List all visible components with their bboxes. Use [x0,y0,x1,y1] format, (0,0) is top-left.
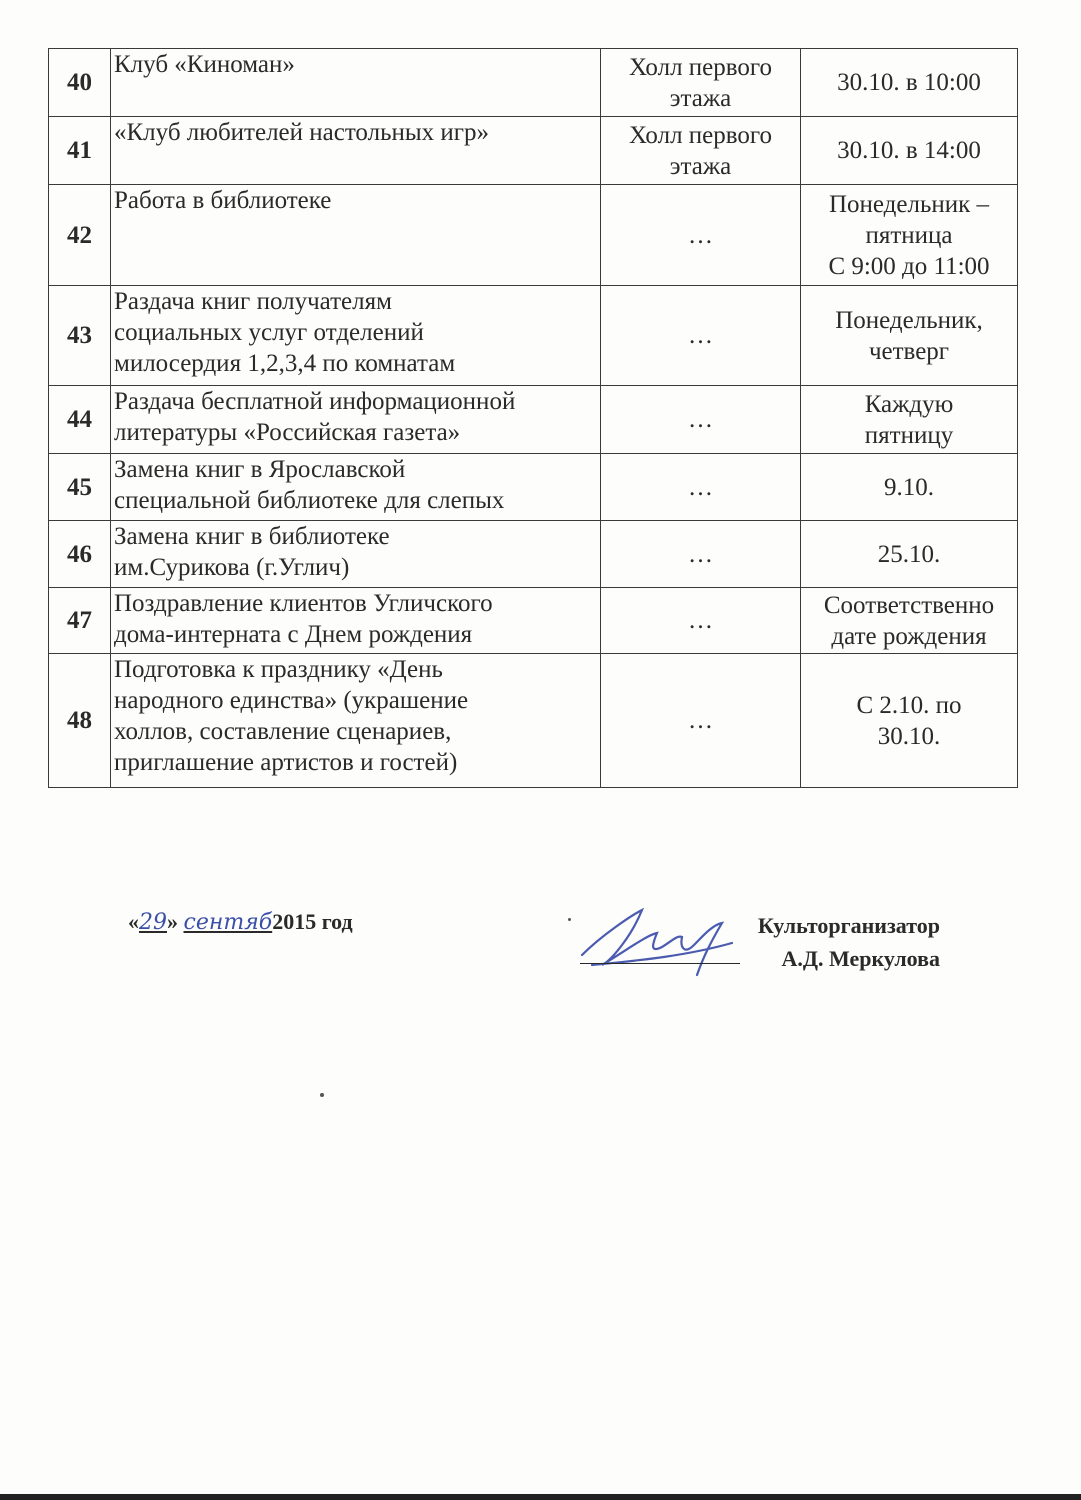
row-number: 48 [49,654,111,788]
table-row [49,286,1018,386]
event-place: … [601,454,801,521]
row-number: 45 [49,454,111,521]
scan-speck [568,918,571,921]
table-row [49,654,1018,788]
event-name: Клуб «Киноман» [111,49,601,117]
event-date: Понедельник, четверг [801,286,1018,386]
event-date: 25.10. [801,521,1018,588]
signer-position: Культорганизатор [757,913,940,938]
event-date: Каждую пятницу [801,386,1018,454]
handwritten-day: 29 [139,910,167,935]
event-place: … [601,386,801,454]
row-number: 41 [49,117,111,185]
event-name: «Клуб любителей настольных игр» [111,117,601,185]
signer-name: А.Д. Меркулова [781,946,940,971]
table-row [49,386,1018,454]
event-name: Замена книг в Ярославской специальной библиотеке для слепых [111,454,601,521]
table-row [49,185,1018,286]
table-row [49,588,1018,654]
row-number: 40 [49,49,111,117]
quote-close: » [167,909,178,934]
table-row [49,117,1018,185]
table-row [49,49,1018,117]
event-place: … [601,521,801,588]
document-date [128,909,353,935]
row-number: 43 [49,286,111,386]
table-row [49,521,1018,588]
signer-block [700,909,940,975]
event-date: 9.10. [801,454,1018,521]
scan-edge [0,1494,1081,1500]
event-name: Раздача бесплатной информационной литературы «Российская газета» [111,386,601,454]
events-table [48,48,1018,788]
event-date: Понедельник – пятница С 9:00 до 11:00 [801,185,1018,286]
row-number: 42 [49,185,111,286]
event-name: Раздача книг получателям социальных услуг отделений милосердия 1,2,3,4 по комнатам [111,286,601,386]
table-row [49,454,1018,521]
event-name: Поздравление клиентов Угличского дома-интерната с Днем рождения [111,588,601,654]
year-text: 2015 год [272,909,353,934]
event-place: Холл первого этажа [601,117,801,185]
event-name: Замена книг в библиотеке им.Сурикова (г.Углич) [111,521,601,588]
event-place: … [601,185,801,286]
event-date: Соответственно дате рождения [801,588,1018,654]
event-date: С 2.10. по 30.10. [801,654,1018,788]
event-date: 30.10. в 10:00 [801,49,1018,117]
event-place: … [601,588,801,654]
event-place: … [601,286,801,386]
event-name: Подготовка к празднику «День народного единства» (украшение холлов, составление сценариев, приглашение артистов и гостей) [111,654,601,788]
event-date: 30.10. в 14:00 [801,117,1018,185]
event-place: Холл первого этажа [601,49,801,117]
row-number: 44 [49,386,111,454]
row-number: 46 [49,521,111,588]
handwritten-month: сентяб [183,910,273,935]
row-number: 47 [49,588,111,654]
event-place: … [601,654,801,788]
quote-open: « [128,909,139,934]
event-name: Работа в библиотеке [111,185,601,286]
scan-speck [320,1093,324,1097]
